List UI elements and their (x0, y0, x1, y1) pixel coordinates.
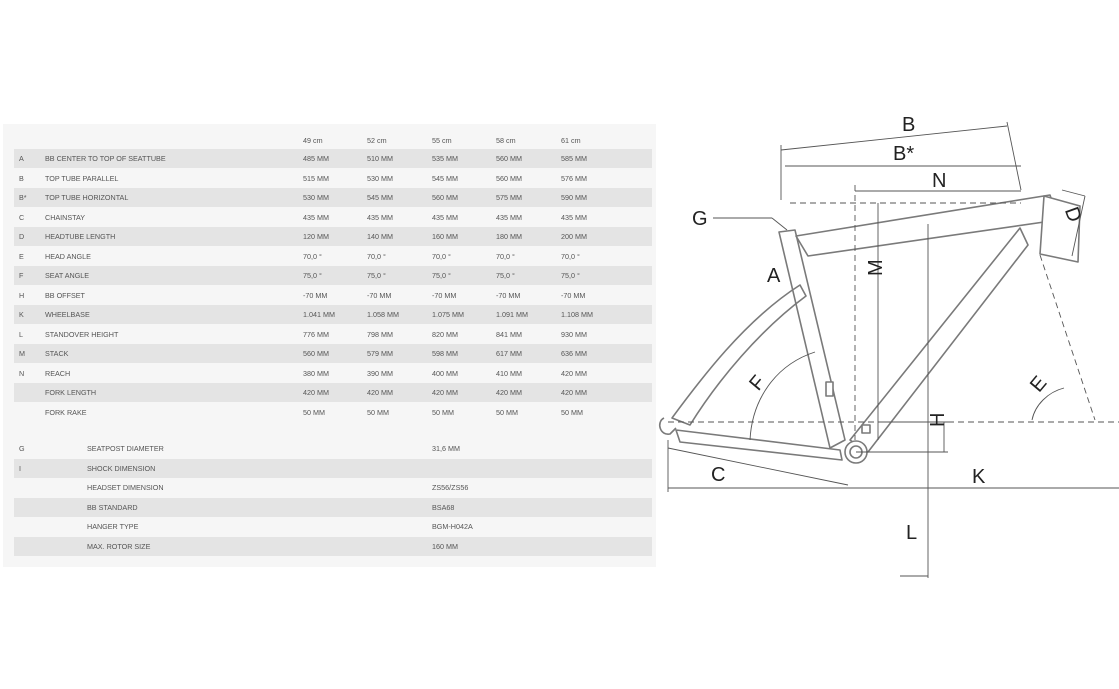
size-header: 55 cm (432, 136, 452, 145)
geometry-row (14, 325, 652, 344)
row-code: G (19, 444, 25, 453)
geometry-row (14, 305, 652, 324)
row-value: 70,0 ° (432, 251, 451, 261)
chain-stay (676, 430, 842, 460)
row-value: 31,6 MM (432, 444, 460, 453)
row-value: 70,0 ° (303, 251, 322, 261)
row-label: TOP TUBE PARALLEL (45, 173, 119, 183)
dropout (660, 418, 676, 434)
row-value: 575 MM (496, 193, 522, 202)
row-label: HANGER TYPE (87, 522, 139, 531)
size-header: 52 cm (367, 136, 387, 145)
row-value: 776 MM (303, 329, 329, 339)
row-label: REACH (45, 368, 71, 378)
dimension-letters (692, 114, 1086, 544)
row-value: 75,0 ° (561, 271, 580, 280)
label-a: A (767, 265, 781, 287)
geometry-row (14, 149, 652, 168)
spec-row (14, 478, 652, 497)
row-code: B (19, 173, 24, 183)
row-code: H (19, 290, 25, 300)
frame-geometry-diagram (656, 0, 1119, 689)
row-value: 420 MM (561, 388, 587, 397)
row-label: BB OFFSET (45, 290, 85, 300)
row-label: STACK (45, 349, 69, 358)
row-value: 435 MM (303, 212, 329, 222)
row-value: 75,0 ° (432, 271, 451, 280)
row-value: 200 MM (561, 232, 587, 241)
d-line (1062, 190, 1085, 196)
size-header: 58 cm (496, 136, 516, 145)
row-value: -70 MM (432, 290, 457, 300)
label-b: B (902, 114, 916, 136)
row-value: 510 MM (367, 154, 393, 163)
row-value: 535 MM (432, 154, 458, 163)
row-value: 50 MM (303, 407, 325, 417)
row-code: A (19, 154, 24, 163)
spec-row (14, 498, 652, 517)
row-label: SEATPOST DIAMETER (87, 444, 164, 453)
row-value: 515 MM (303, 173, 329, 183)
row-value: 420 MM (496, 388, 522, 397)
g-leader-2 (772, 218, 787, 230)
row-label: STANDOVER HEIGHT (45, 329, 119, 339)
row-value: 930 MM (561, 329, 587, 339)
row-value: 636 MM (561, 349, 587, 358)
row-value: 545 MM (367, 193, 393, 202)
row-label: HEAD ANGLE (45, 251, 91, 261)
spec-row (14, 537, 652, 556)
row-code: K (19, 310, 24, 319)
label-c: C (711, 464, 726, 486)
row-value: 1.041 MM (303, 310, 335, 319)
row-value: -70 MM (496, 290, 521, 300)
row-value: 420 MM (561, 368, 587, 378)
row-value: 560 MM (496, 173, 522, 183)
row-code: F (19, 271, 24, 280)
row-value: 75,0 ° (367, 271, 386, 280)
row-value: 820 MM (432, 329, 458, 339)
label-k: K (972, 466, 986, 488)
top-tube (796, 195, 1058, 256)
row-code: E (19, 251, 24, 261)
row-label: HEADSET DIMENSION (87, 483, 164, 492)
row-code: L (19, 329, 23, 339)
row-value: 70,0 ° (367, 251, 386, 261)
b-line-tick (1007, 122, 1021, 190)
row-value: 598 MM (432, 349, 458, 358)
row-value: 75,0 ° (496, 271, 515, 280)
row-value: 560 MM (432, 193, 458, 202)
spec-row (14, 459, 652, 478)
seat-stay (672, 285, 806, 425)
row-value: BGM-H042A (432, 522, 473, 531)
row-value: 545 MM (432, 173, 458, 183)
row-code: M (19, 349, 25, 358)
row-value: 435 MM (367, 212, 393, 222)
row-code: N (19, 368, 25, 378)
size-header: 49 cm (303, 136, 323, 145)
row-label: CHAINSTAY (45, 212, 86, 222)
label-f: F (745, 371, 770, 395)
row-code: B* (19, 193, 27, 202)
seat-tube (779, 230, 845, 448)
row-value: 579 MM (367, 349, 393, 358)
row-value: 120 MM (303, 232, 329, 241)
geometry-row (14, 364, 652, 383)
row-value: 50 MM (432, 407, 454, 417)
cable-port (826, 382, 833, 396)
row-value: -70 MM (367, 290, 392, 300)
geometry-row (14, 266, 652, 285)
dimension-lines (668, 122, 1119, 578)
row-label: SEAT ANGLE (45, 271, 90, 280)
row-value: 530 MM (367, 173, 393, 183)
row-value: 485 MM (303, 154, 329, 163)
geometry-row (14, 227, 652, 246)
row-code: C (19, 212, 25, 222)
row-value: 1.058 MM (367, 310, 399, 319)
row-value: 70,0 ° (561, 251, 580, 261)
row-label: SHOCK DIMENSION (87, 463, 156, 473)
row-value: 1.091 MM (496, 310, 528, 319)
label-g: G (692, 208, 708, 230)
row-value: 420 MM (367, 388, 393, 397)
row-label: MAX. ROTOR SIZE (87, 541, 151, 551)
size-header: 61 cm (561, 136, 581, 145)
row-value: BSA68 (432, 502, 455, 512)
geometry-row (14, 169, 652, 188)
row-value: 435 MM (496, 212, 522, 222)
label-m: M (865, 259, 887, 276)
spec-row (14, 517, 652, 536)
size-header-row (14, 134, 652, 148)
label-h: H (927, 412, 949, 427)
geometry-row (14, 403, 652, 422)
row-value: 410 MM (496, 368, 522, 378)
frame-outline (660, 195, 1080, 463)
row-value: 140 MM (367, 232, 393, 241)
row-label: FORK LENGTH (45, 388, 97, 397)
row-label: BB CENTER TO TOP OF SEATTUBE (45, 154, 166, 163)
row-value: -70 MM (303, 290, 328, 300)
c-line (668, 448, 848, 485)
row-value: 798 MM (367, 329, 393, 339)
geometry-row (14, 286, 652, 305)
row-value: 400 MM (432, 368, 458, 378)
row-code: D (19, 232, 25, 241)
label-d: D (1059, 204, 1086, 226)
geometry-table (3, 124, 656, 567)
row-value: ZS56/ZS56 (432, 483, 469, 492)
f-arc (750, 352, 815, 440)
label-b-star: B* (893, 143, 915, 165)
row-label: WHEELBASE (45, 310, 90, 319)
cable-port (862, 425, 870, 433)
row-value: 1.108 MM (561, 310, 593, 319)
label-l: L (906, 522, 918, 544)
row-value: 560 MM (303, 349, 329, 358)
row-value: 160 MM (432, 232, 458, 241)
row-label: TOP TUBE HORIZONTAL (45, 193, 129, 202)
row-value: 180 MM (496, 232, 522, 241)
row-value: 50 MM (496, 407, 518, 417)
row-value: 160 MM (432, 541, 458, 551)
geometry-row (14, 208, 652, 227)
row-value: 435 MM (561, 212, 587, 222)
label-n: N (932, 170, 947, 192)
geometry-row (14, 344, 652, 363)
geometry-row (14, 383, 652, 402)
row-label: FORK RAKE (45, 407, 87, 417)
row-value: 420 MM (432, 388, 458, 397)
row-value: 420 MM (303, 388, 329, 397)
row-value: 841 MM (496, 329, 522, 339)
e-arc (1032, 388, 1064, 420)
row-label: HEADTUBE LENGTH (45, 232, 116, 241)
row-value: 75,0 ° (303, 271, 322, 280)
geometry-row (14, 188, 652, 207)
row-value: 390 MM (367, 368, 393, 378)
row-value: 435 MM (432, 212, 458, 222)
spec-row (14, 439, 652, 458)
row-value: 560 MM (496, 154, 522, 163)
label-e: E (1025, 372, 1052, 397)
geometry-row (14, 247, 652, 266)
row-value: 585 MM (561, 154, 587, 163)
row-label: BB STANDARD (87, 502, 138, 512)
row-value: 50 MM (367, 407, 389, 417)
row-code: I (19, 463, 21, 473)
row-value: 617 MM (496, 349, 522, 358)
row-value: 576 MM (561, 173, 587, 183)
row-value: 590 MM (561, 193, 587, 202)
row-value: 70,0 ° (496, 251, 515, 261)
row-value: 1.075 MM (432, 310, 464, 319)
row-value: -70 MM (561, 290, 586, 300)
row-value: 380 MM (303, 368, 329, 378)
row-value: 530 MM (303, 193, 329, 202)
row-value: 50 MM (561, 407, 583, 417)
